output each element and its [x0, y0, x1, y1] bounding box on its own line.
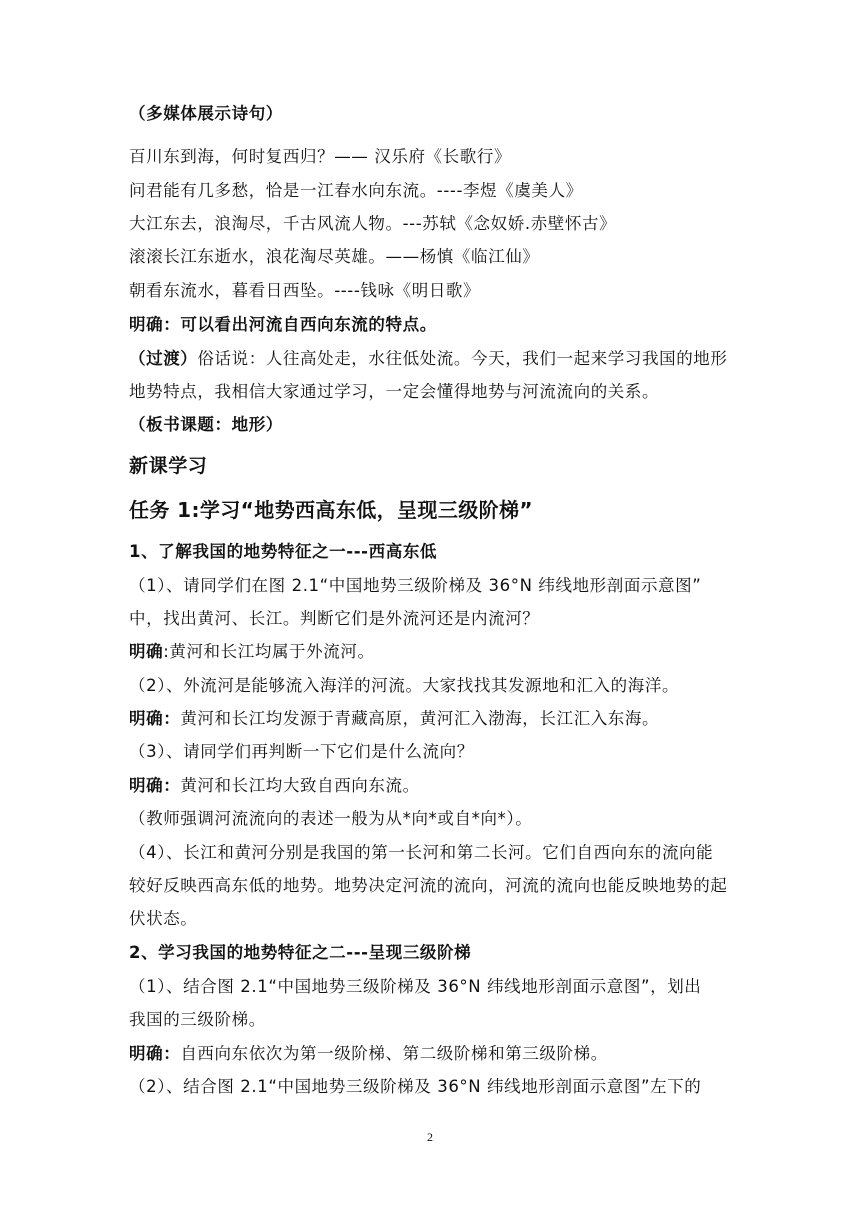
transition-label: （过渡）: [129, 349, 198, 368]
transition-text: 俗话说：人往高处走，水往低处流。今天，我们一起来学习我国的地形: [197, 349, 728, 368]
answer-line: [129, 708, 739, 730]
answer-line: [129, 1043, 739, 1065]
task1-heading: 任务 1:学习“地势西高东低，呈现三级阶梯”: [129, 498, 533, 522]
paragraph-line: （4）、长江和黄河分别是我国的第一长河和第二长河。它们自西向东的流向能: [129, 843, 714, 862]
answer-text: 黄河和长江均大致自西向东流。: [180, 776, 420, 795]
question-line: （2）、结合图 2.1“中国地势三级阶梯及 36°N 纬线地形剖面示意图”左下的: [129, 1077, 702, 1096]
question-line: （1）、请同学们在图 2.1“中国地势三级阶梯及 36°N 纬线地形剖面示意图”: [129, 576, 702, 595]
question-line: 我国的三级阶梯。: [129, 1010, 266, 1029]
answer-line: [129, 641, 739, 663]
poem-line: 大江东去，浪淘尽，千古风流人物。---苏轼《念奴娇.赤壁怀古》: [129, 214, 617, 233]
answer-label: 明确：: [129, 1044, 181, 1063]
poem-line: 朝看东流水，暮看日西坠。----钱咏《明日歌》: [129, 281, 481, 300]
clarify-label: 明确：: [129, 315, 181, 334]
question-line: （1）、结合图 2.1“中国地势三级阶梯及 36°N 纬线地形剖面示意图”，划出: [129, 977, 702, 996]
poem-line: 滚滚长江东逝水，浪花淘尽英雄。——杨慎《临江仙》: [129, 247, 540, 266]
clarify-text: 可以看出河流自西向东流的特点。: [180, 315, 437, 334]
answer-label: 明确：: [129, 709, 181, 728]
page-number: 2: [427, 1130, 433, 1144]
question-line: （2）、外流河是能够流入海洋的河流。大家找找其发源地和汇入的海洋。: [129, 676, 680, 695]
question-line: （3）、请同学们再判断一下它们是什么流向？: [129, 742, 474, 761]
transition-line: [129, 348, 739, 370]
answer-text: 黄河和长江均发源于青藏高原，黄河汇入渤海，长江汇入东海。: [180, 709, 660, 728]
paragraph-line: 伏状态。: [129, 909, 198, 928]
clarify-line: [129, 314, 739, 336]
answer-text: 自西向东依次为第一级阶梯、第二级阶梯和第三级阶梯。: [180, 1044, 608, 1063]
answer-text: :黄河和长江均属于外流河。: [163, 642, 375, 661]
teacher-note: （教师强调河流流向的表述一般为从*向*或自*向*）。: [129, 809, 533, 828]
section1-title: 1、了解我国的地势特征之一---西高东低: [129, 542, 438, 561]
poem-line: 百川东到海，何时复西归？—— 汉乐府《长歌行》: [129, 147, 512, 166]
question-line: 中，找出黄河、长江。判断它们是外流河还是内流河？: [129, 609, 540, 628]
new-lesson-heading: 新课学习: [129, 455, 208, 477]
answer-label: 明确: [129, 642, 164, 661]
multimedia-heading: （多媒体展示诗句）: [129, 104, 283, 123]
transition-line-2: 地势特点，我相信大家通过学习，一定会懂得地势与河流流向的关系。: [129, 382, 660, 401]
answer-label: 明确：: [129, 776, 181, 795]
poem-line: 问君能有几多愁，恰是一江春水向东流。----李煜《虞美人》: [129, 181, 583, 200]
paragraph-line: 较好反映西高东低的地势。地势决定河流的流向，河流的流向也能反映地势的起: [129, 876, 728, 895]
board-title: （板书课题：地形）: [129, 415, 283, 434]
answer-line: [129, 775, 739, 797]
section2-title: 2、学习我国的地势特征之二---呈现三级阶梯: [129, 943, 472, 962]
